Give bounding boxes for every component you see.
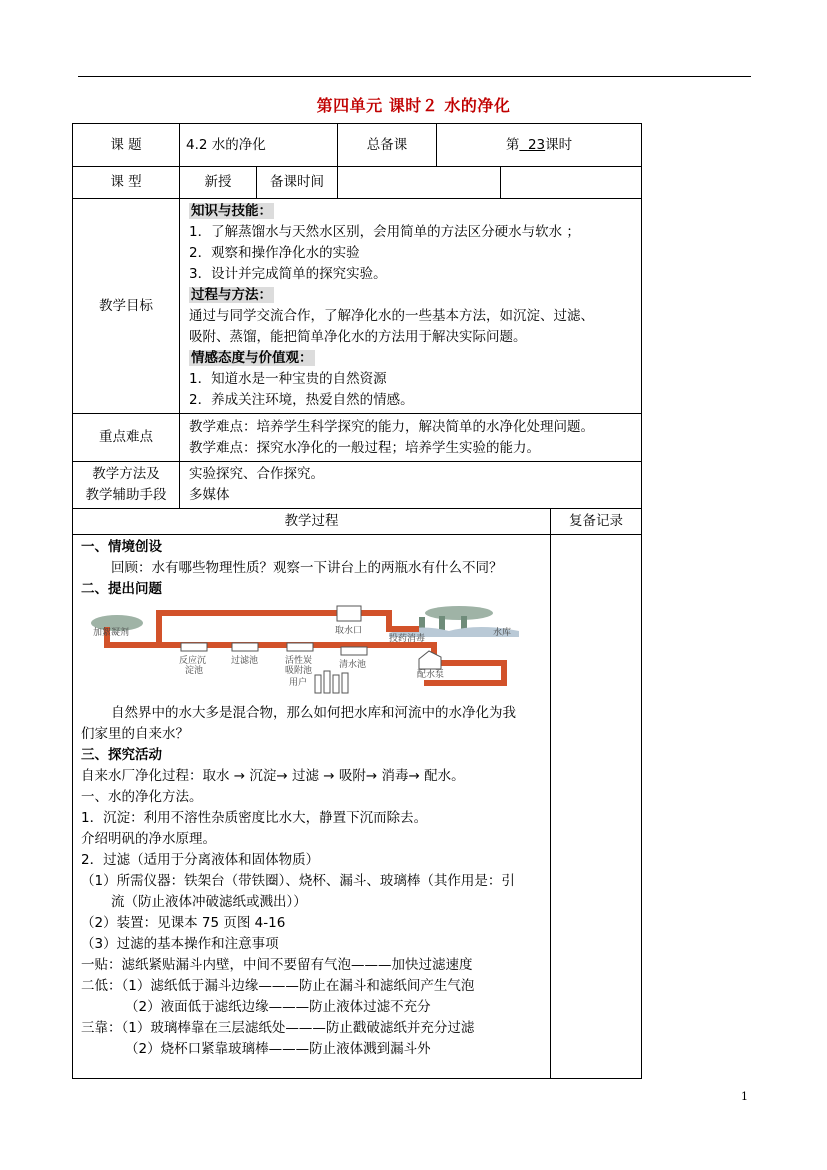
process-line: 介绍明矾的净水原理。	[81, 831, 216, 847]
period-number: 23	[527, 136, 546, 153]
method-line: 多媒体	[189, 487, 230, 503]
period-cell	[437, 124, 642, 167]
label-users: 用户	[289, 678, 308, 688]
section-heading: 一、情境创设	[81, 539, 162, 555]
prep-time-value	[338, 167, 501, 199]
goal-heading-knowledge: 知识与技能：	[191, 203, 272, 219]
goal-heading-process: 过程与方法：	[191, 287, 272, 303]
period-suffix: 课时	[545, 136, 573, 153]
goal-item: 通过与同学交流合作，了解净化水的一些基本方法，如沉淀、过滤、	[189, 308, 594, 324]
period-prefix: 第	[505, 136, 520, 153]
goal-item: 1．知道水是一种宝贵的自然资源	[189, 371, 387, 387]
review-question: 回顾：水有哪些物理性质？观察一下讲台上的两瓶水有什么不同？	[111, 560, 503, 576]
label-prep: 总备课	[338, 124, 437, 167]
tank	[341, 647, 367, 655]
keypoint-line: 教学难点：探究水净化的一般过程；培养学生实验的能力。	[189, 439, 540, 456]
process-line: 1．沉淀：利用不溶性杂质密度比水大，静置下沉而除去。	[81, 810, 428, 826]
label-topic: 课 题	[73, 124, 180, 167]
label-reservoir: 水库	[493, 628, 512, 638]
label-clear-water-tank: 清水池	[339, 660, 367, 670]
page-number: 1	[741, 1090, 748, 1103]
row-topic	[73, 124, 642, 167]
process-line: （3）过滤的基本操作和注意事项	[81, 936, 279, 952]
process-header: 教学过程	[73, 509, 551, 535]
label-keypoints: 重点难点	[73, 414, 180, 462]
process-line: 一贴：滤纸紧贴漏斗内壁，中间不要留有气泡———加快过滤速度	[81, 957, 473, 973]
label-goals: 教学目标	[73, 199, 180, 414]
keypoints-content	[180, 414, 642, 462]
section-heading: 二、提出问题	[81, 581, 162, 597]
paragraph: 们家里的自来水？	[81, 726, 189, 742]
row-process-header	[73, 509, 642, 535]
goal-item: 2．观察和操作净化水的实验	[189, 245, 360, 261]
process-line: 自来水厂净化过程：取水 → 沉淀→ 过滤 → 吸附→ 消毒→ 配水。	[81, 768, 465, 784]
row-keypoints	[73, 414, 642, 462]
process-line: 三靠：（1）玻璃棒靠在三层滤纸处———防止戳破滤纸并充分过滤	[81, 1020, 475, 1036]
goal-item: 2．养成关注环境，热爱自然的情感。	[189, 392, 414, 408]
row-methods	[73, 462, 642, 509]
review-header: 复备记录	[551, 509, 642, 535]
page-title: 第四单元 课时２ 水的净化	[316, 96, 511, 115]
methods-content	[180, 462, 642, 509]
row-process	[73, 535, 642, 1079]
label-carbon-tank: 活性炭	[285, 656, 313, 666]
tree-cluster-right	[425, 606, 493, 620]
paragraph: 自然界中的水大多是混合物，那么如何把水库和河流中的水净化为我	[111, 705, 516, 721]
label-filter-tank: 过滤池	[231, 656, 259, 666]
goal-heading-values: 情感态度与价值观：	[191, 350, 313, 366]
process-line: （2）装置：见课本 75 页图 4-16	[81, 915, 286, 931]
topic-value: 4.2 水的净化	[180, 124, 338, 167]
label-disinfection: 投药消毒	[389, 634, 426, 644]
row-type	[73, 167, 642, 199]
review-notes-cell	[551, 535, 642, 1079]
lesson-plan-table	[72, 123, 642, 1079]
pipe	[149, 613, 419, 645]
goal-item: 1．了解蒸馏水与天然水区别，会用简单的方法区分硬水与软水 ；	[189, 224, 580, 240]
label-flocculant: 加絮凝剂	[93, 628, 130, 638]
tank	[181, 643, 207, 651]
process-content	[73, 535, 551, 1079]
blank-cell	[501, 167, 642, 199]
svg-text:吸附池: 吸附池	[285, 666, 313, 676]
tank	[232, 643, 258, 651]
label-intake: 取水口	[335, 626, 363, 636]
goal-item: 3．设计并完成简单的探究实验。	[189, 266, 387, 282]
intake-building	[337, 606, 361, 621]
label-sedimentation-tank: 反应沉	[179, 656, 207, 666]
process-line: （2）液面低于滤纸边缘———防止液体过滤不充分	[125, 999, 431, 1015]
process-line: （1）所需仪器：铁架台（带铁圈）、烧杯、漏斗、玻璃棒（其作用是：引	[81, 873, 515, 889]
label-pump: 配水泵	[417, 670, 445, 680]
process-line: 流（防止液体冲破滤纸或溅出））	[111, 894, 307, 910]
label-prep-time: 备课时间	[257, 167, 338, 199]
method-line: 实验探究、合作探究。	[189, 466, 324, 482]
process-line: （2）烧杯口紧靠玻璃棒———防止液体溅到漏斗外	[125, 1041, 431, 1057]
svg-text:淀池: 淀池	[185, 666, 204, 676]
goals-content	[180, 199, 642, 414]
header-rule	[78, 76, 751, 77]
process-line: 一、水的净化方法。	[81, 789, 203, 805]
process-line: 2．过滤（适用于分离液体和固体物质）	[81, 852, 320, 868]
water-treatment-diagram	[89, 603, 531, 699]
section-heading: 三、探究活动	[81, 747, 162, 763]
label-methods: 教学方法及 教学辅助手段	[73, 462, 180, 509]
type-value: 新授	[180, 167, 257, 199]
tank	[287, 643, 313, 651]
process-line: 二低：（1）滤纸低于漏斗边缘———防止在漏斗和滤纸间产生气泡	[81, 978, 475, 994]
goal-item: 吸附、蒸馏，能把简单净化水的方法用于解决实际问题。	[189, 329, 527, 345]
pump-house	[419, 651, 441, 669]
label-type: 课 型	[73, 167, 180, 199]
keypoint-line: 教学难点：培养学生科学探究的能力，解决简单的水净化处理问题。	[189, 418, 594, 435]
row-goals	[73, 199, 642, 414]
